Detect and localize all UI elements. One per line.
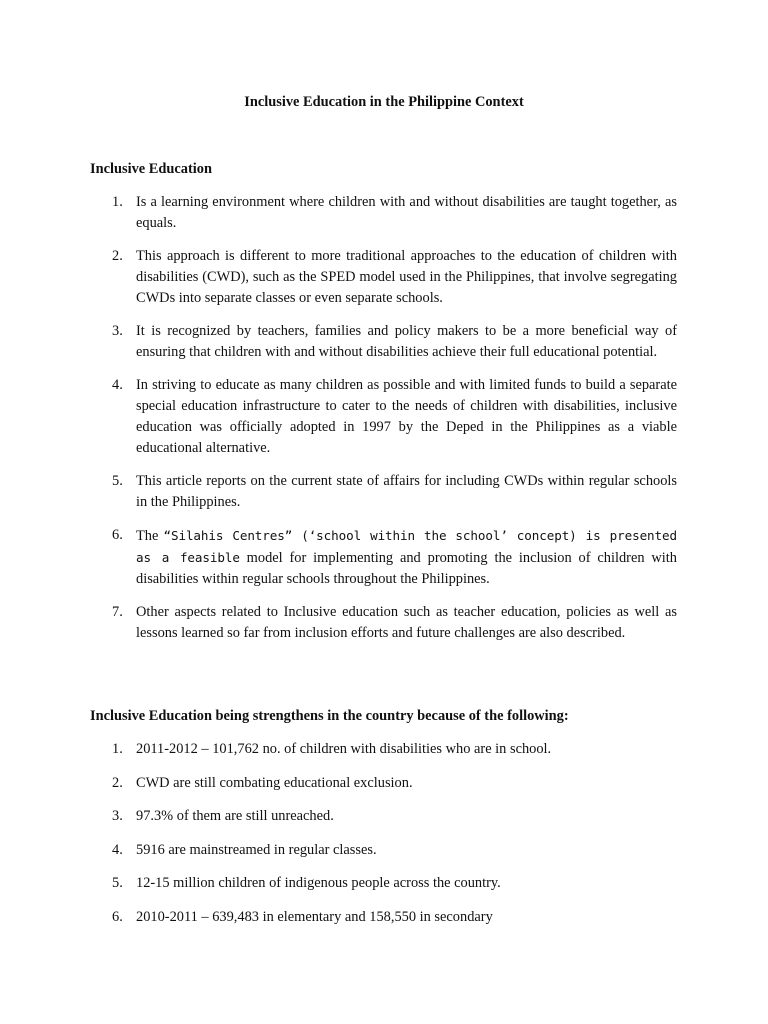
list-item	[0, 773, 677, 794]
list-item-text: 97.3% of them are still unreached.	[136, 808, 334, 824]
list-item-number: 5.	[112, 875, 123, 891]
list-item-number: 2.	[112, 774, 123, 791]
list-item-text: Is a learning environment where children with and without disabilities are taught together, as equals.	[136, 194, 677, 231]
list-item-text: CWD are still combating educational exclusion.	[136, 774, 413, 791]
list-item	[0, 840, 677, 861]
list-item-text: 2011-2012 – 101,762 no. of children with disabilities who are in school.	[136, 741, 552, 757]
list-item-text: 5916 are mainstreamed in regular classes.	[136, 841, 377, 858]
list-item-number: 1.	[112, 194, 123, 210]
list-item-number: 4.	[112, 841, 123, 858]
list-item-text: 2010-2011 – 639,483 in elementary and 158,550 in secondary	[136, 908, 493, 925]
list-item-text: It is recognized by teachers, families and policy makers to be a more beneficial way of ensuring that children with and without disabilities achieve their full educational potential.	[136, 323, 677, 360]
list-item-text-suffix: model for implementing and promoting the inclusion of children with disabilities within regular schools throughout the Philippines.	[136, 550, 677, 587]
list-item	[0, 321, 677, 363]
list-item-number: 3.	[112, 808, 123, 824]
list-item-text: Other aspects related to Inclusive education such as teacher education, policies as well as lessons learned so far from inclusion efforts and future challenges are also described.	[136, 604, 677, 641]
list-item	[0, 907, 677, 928]
list-item-number: 5.	[112, 473, 123, 489]
list-item	[0, 873, 677, 894]
list-item-text-mono: “Silahis Centres” (‘school within the school’ concept) is presented as a feasible	[136, 528, 677, 565]
list-item	[0, 375, 677, 459]
list-item-number: 7.	[112, 604, 123, 620]
list-item	[0, 246, 677, 309]
section-heading-strengthens: Inclusive Education being strengthens in the country because of the following:	[90, 708, 569, 724]
list-item-text: This approach is different to more traditional approaches to the education of children with disabilities (CWD), such as the SPED model used in the Philippines, that involve segregating CWDs into separate classes or even separate schools.	[136, 248, 677, 306]
list-item-text: 12-15 million children of indigenous people across the country.	[136, 875, 501, 891]
list-item-text: In striving to educate as many children as possible and with limited funds to build a separate special education infrastructure to cater to the needs of children with disabilities, inclusive education was officially adopted in 1997 by the Deped in the Philippines as a viable educational alternative.	[136, 377, 677, 456]
list-item-number: 1.	[112, 741, 123, 757]
list-item	[0, 602, 677, 644]
list-item	[0, 471, 677, 513]
list-item	[0, 806, 677, 827]
inclusive-education-list	[0, 192, 768, 656]
list-item-number: 6.	[112, 908, 123, 925]
strengthens-list	[0, 739, 768, 940]
list-item	[0, 525, 677, 590]
section-heading-inclusive-education: Inclusive Education	[90, 161, 212, 177]
list-item-text: This article reports on the current state of affairs for including CWDs within regular schools in the Philippines.	[136, 473, 677, 510]
list-item-number: 4.	[112, 377, 123, 393]
list-item-number: 3.	[112, 323, 123, 339]
list-item-text-prefix: The	[136, 528, 164, 544]
list-item-number: 2.	[112, 248, 123, 264]
list-item	[0, 192, 677, 234]
list-item	[0, 739, 677, 760]
list-item-number: 6.	[112, 527, 123, 543]
document-title: Inclusive Education in the Philippine Context	[244, 94, 524, 110]
